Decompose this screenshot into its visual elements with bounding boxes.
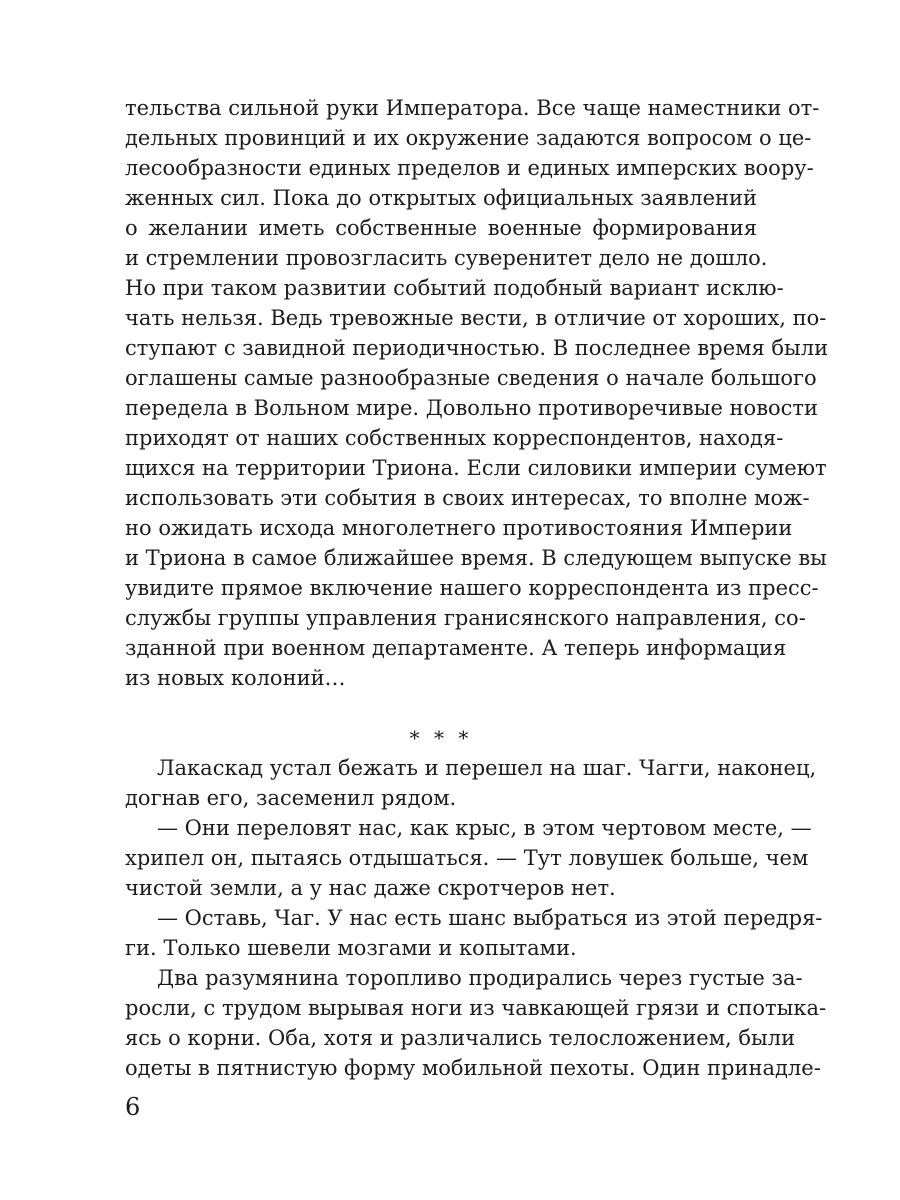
text-line: одеты в пятнистую форму мобильной пехоты. Один принадле- — [125, 1056, 821, 1080]
text-line: — Они переловят нас, как крыс, в этом чертовом месте, — — [157, 816, 812, 840]
text-line: тельства сильной руки Императора. Все чаще наместники от- — [125, 96, 820, 120]
text-line: дельных провинций и их окружение задаются вопросом о це- — [125, 126, 812, 150]
text-line: догнав его, засеменил рядом. — [125, 786, 457, 810]
text-line: — Оставь, Чаг. У нас есть шанс выбраться из этой передря- — [157, 906, 823, 930]
text-line: зданной при военном департаменте. А теперь информация — [125, 636, 787, 660]
text-line: росли, с трудом вырывая ноги из чавкающей грязи и спотыка- — [125, 996, 827, 1020]
text-line: Два разумянина торопливо продирались через густые за- — [157, 966, 803, 990]
section-separator: * * * — [409, 726, 473, 750]
text-line: использовать эти события в своих интересах, то вполне мож- — [125, 486, 810, 510]
text-line: и Триона в самое ближайшее время. В следующем выпуске вы — [125, 546, 827, 570]
text-line: службы группы управления гранисянского направления, со- — [125, 606, 806, 630]
text-line: ясь о корни. Оба, хотя и различались телосложением, были — [125, 1026, 796, 1050]
text-line: лесообразности единых пределов и единых имперских воору- — [125, 156, 814, 180]
text-line: хрипел он, пытаясь отдышаться. — Тут ловушек больше, чем — [125, 846, 809, 870]
text-line: о желании иметь собственные военные формирования — [125, 216, 757, 240]
text-line: из новых колоний… — [125, 666, 346, 690]
main-text — [125, 93, 829, 1083]
text-line: ступают с завидной периодичностью. В последнее время были — [125, 336, 829, 360]
text-line: оглашены самые разнообразные сведения о начале большого — [125, 366, 817, 390]
text-line: женных сил. Пока до открытых официальных заявлений — [125, 186, 757, 210]
page-number: 6 — [125, 1093, 141, 1121]
text-line: ги. Только шевели мозгами и копытами. — [125, 936, 577, 960]
text-line: приходят от наших собственных корреспондентов, находя- — [125, 426, 784, 450]
text-line: но ожидать исхода многолетнего противостояния Империи — [125, 516, 793, 540]
text-line: передела в Вольном мире. Довольно противоречивые новости — [125, 396, 819, 420]
text-line: и стремлении провозгласить суверенитет дело не дошло. — [125, 246, 768, 270]
text-line: Но при таком развитии событий подобный вариант исклю- — [125, 276, 784, 300]
text-line: чать нельзя. Ведь тревожные вести, в отличие от хороших, по- — [125, 306, 827, 330]
text-line: щихся на территории Триона. Если силовики империи сумеют — [125, 456, 827, 480]
text-line: Лакаскад устал бежать и перешел на шаг. Чагги, наконец, — [157, 756, 817, 780]
text-line: чистой земли, а у нас даже скротчеров нет. — [125, 876, 616, 900]
text-line: увидите прямое включение нашего корреспондента из пресс- — [125, 576, 819, 600]
